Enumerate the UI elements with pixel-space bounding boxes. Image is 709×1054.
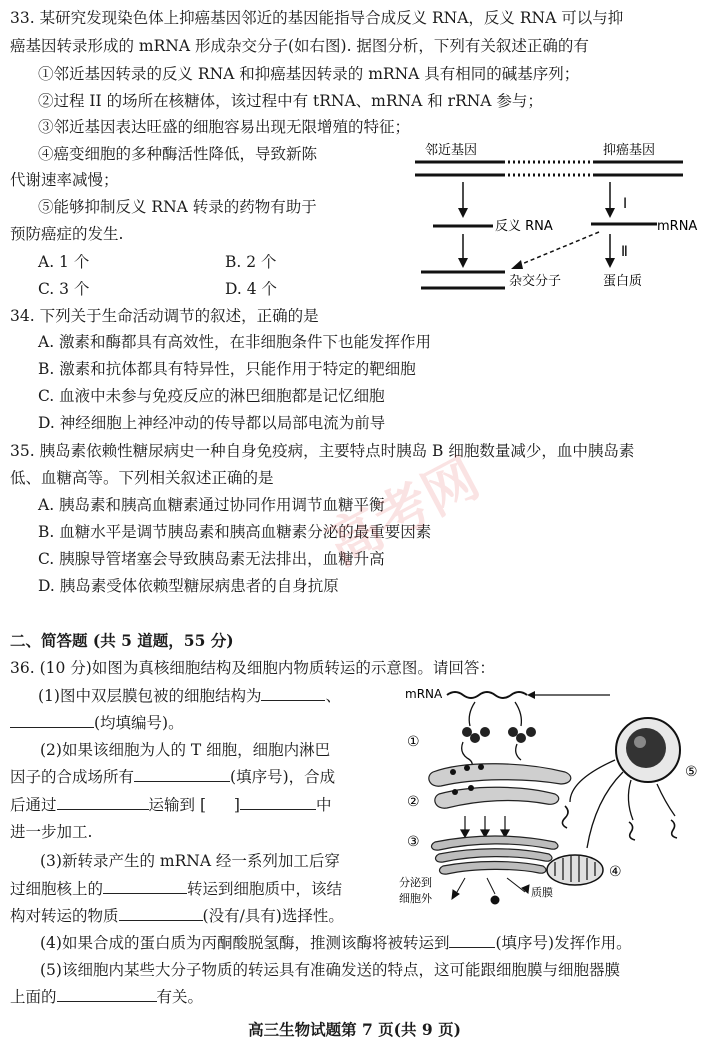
q36-p4-text2: (填序号)发挥作用。 bbox=[495, 934, 632, 952]
q33-statement-3: ③邻近基因表达旺盛的细胞容易出现无限增殖的特征； bbox=[38, 118, 411, 136]
q35-stem-line1: 35. 胰岛素依赖性糖尿病史一种自身免疫病，主要特点时胰岛 B 细胞数量减少，血中胰岛素 bbox=[10, 442, 635, 460]
fig-hybrid-label: 杂交分子 bbox=[509, 274, 562, 289]
q36-p2-text2: (填序号)，合成 bbox=[230, 768, 336, 786]
q36-part3-line1: (3)新转录产生的 mRNA 经一系列加工后穿 bbox=[40, 852, 340, 870]
q34-option-c: C. 血液中未参与免疫反应的淋巴细胞都是记忆细胞 bbox=[38, 387, 385, 405]
q34-stem: 34. 下列关于生命活动调节的叙述，正确的是 bbox=[10, 307, 319, 325]
q33-statement-5b: 预防癌症的发生. bbox=[10, 225, 124, 243]
q36-p3-text2: 转运到细胞质中，该结 bbox=[187, 880, 343, 898]
q36-part2-line2 bbox=[10, 767, 335, 787]
q36-part2-line3 bbox=[10, 795, 331, 815]
arrow-icon bbox=[605, 234, 615, 268]
q36-stem: 36. (10 分)如图为真核细胞结构及细胞内物质转运的示意图。请回答： bbox=[10, 659, 495, 677]
answer-blank[interactable] bbox=[10, 713, 94, 728]
answer-blank[interactable] bbox=[261, 686, 325, 701]
q33-gene-figure bbox=[405, 138, 705, 298]
q36-part2-line1: (2)如果该细胞为人的 T 细胞，细胞内淋巴 bbox=[40, 741, 331, 759]
q33-statement-1: ①邻近基因转录的反义 RNA 和抑癌基因转录的 mRNA 具有相同的碱基序列； bbox=[38, 65, 580, 83]
fig-protein-label: 蛋白质 bbox=[603, 274, 643, 289]
q35-option-a: A. 胰岛素和胰高血糖素通过协同作用调节血糖平衡 bbox=[38, 496, 385, 514]
q36-p2-text: 因子的合成场所有 bbox=[10, 768, 135, 786]
fig-neighbor-gene-label: 邻近基因 bbox=[425, 143, 478, 158]
watermark: 高考网 bbox=[316, 446, 490, 578]
q36-p2-bracket-open: [ bbox=[199, 796, 207, 814]
fig-mrna-label: mRNA bbox=[405, 687, 443, 701]
protein-icon bbox=[562, 806, 677, 840]
q36-p2-text3: 后通过 bbox=[10, 796, 57, 814]
q36-p5-text2: 有关。 bbox=[156, 988, 204, 1006]
answer-blank[interactable] bbox=[240, 795, 316, 810]
arrow-icon bbox=[458, 234, 468, 268]
dashed-arrow-icon bbox=[511, 232, 599, 269]
arrow-icon bbox=[461, 816, 509, 837]
q36-part2-line4: 进一步加工. bbox=[10, 823, 93, 841]
q33-option-d: D. 4 个 bbox=[225, 280, 278, 298]
fig-label-1: ① bbox=[407, 734, 420, 750]
q34-option-d: D. 神经细胞上神经冲动的传导都以局部电流为前导 bbox=[38, 414, 386, 432]
q33-statement-4b: 代谢速率减慢； bbox=[10, 171, 119, 189]
section-heading: 二、简答题 (共 5 道题，55 分) bbox=[10, 631, 234, 650]
q36-p1-text: (1)图中双层膜包被的细胞结构为 bbox=[38, 687, 262, 705]
q33-stem-line2: 癌基因转录形成的 mRNA 形成杂交分子(如右图). 据图分析，下列有关叙述正确的有 bbox=[10, 37, 589, 55]
nucleus bbox=[616, 718, 680, 782]
fig-secrete-label-1: 分泌到 bbox=[399, 876, 432, 889]
fig-antisense-label: 反义 RNA bbox=[495, 219, 553, 234]
answer-blank[interactable] bbox=[57, 795, 149, 810]
q35-option-d: D. 胰岛素受体依赖型糖尿病患者的自身抗原 bbox=[38, 577, 339, 595]
answer-blank[interactable] bbox=[119, 906, 203, 921]
mitochondrion bbox=[547, 855, 603, 885]
q35-option-c: C. 胰腺导管堵塞会导致胰岛素无法排出，血糖升高 bbox=[38, 550, 385, 568]
q34-option-a: A. 激素和酶都具有高效性，在非细胞条件下也能发挥作用 bbox=[38, 333, 432, 351]
q36-p5-text: 上面的 bbox=[10, 988, 57, 1006]
q35-stem-line2: 低、血糖高等。下列相关叙述正确的是 bbox=[10, 469, 274, 487]
arrow-icon bbox=[469, 691, 610, 726]
endoplasmic-reticulum bbox=[429, 764, 571, 808]
q36-p4-text: (4)如果合成的蛋白质为丙酮酸脱氢酶，推测该酶将被转运到 bbox=[40, 934, 450, 952]
golgi-apparatus bbox=[432, 816, 558, 874]
q36-part3-line2 bbox=[10, 879, 342, 899]
q33-option-a: A. 1 个 bbox=[38, 253, 90, 271]
q36-p1-tail: (均填编号)。 bbox=[94, 714, 184, 732]
answer-blank[interactable] bbox=[103, 879, 187, 894]
q33-option-c: C. 3 个 bbox=[38, 280, 90, 298]
q36-p1-sep: 、 bbox=[325, 687, 341, 705]
fig-secrete-label-2: 细胞外 bbox=[399, 892, 432, 905]
q34-option-b: B. 激素和抗体都具有特异性，只能作用于特定的靶细胞 bbox=[38, 360, 416, 378]
dna-double-strand bbox=[415, 162, 683, 175]
q36-part1-line2 bbox=[10, 713, 184, 733]
mrna-strand bbox=[447, 692, 527, 698]
q36-p2-bracket-close: ] bbox=[233, 796, 240, 814]
page-footer: 高三生物试题第 7 页(共 9 页) bbox=[248, 1020, 461, 1039]
q33-option-b: B. 2 个 bbox=[225, 253, 277, 271]
q36-p3-text3: 构对转运的物质 bbox=[10, 907, 119, 925]
q36-part5-line2 bbox=[10, 987, 203, 1007]
arrow-icon bbox=[605, 182, 615, 218]
fig-label-2: ② bbox=[407, 794, 420, 810]
q36-part4-line bbox=[40, 933, 632, 953]
fig-mrna-label: mRNA bbox=[657, 219, 698, 234]
fig-tumor-gene-label: 抑癌基因 bbox=[603, 143, 656, 158]
q36-part1-line1 bbox=[38, 686, 341, 706]
arrow-icon bbox=[458, 182, 468, 218]
fig-label-3: ③ bbox=[407, 834, 420, 850]
q36-cell-figure bbox=[395, 680, 707, 920]
q36-p2-text5: 中 bbox=[315, 796, 332, 814]
q33-statement-4a: ④癌变细胞的多种酶活性降低，导致新陈 bbox=[38, 145, 318, 163]
fig-label-4: ④ bbox=[609, 864, 622, 880]
q36-p3-text4: (没有/具有)选择性。 bbox=[202, 907, 344, 925]
fig-step-2-label: Ⅱ bbox=[621, 244, 628, 260]
q33-statement-2: ②过程 II 的场所在核糖体，该过程中有 tRNA、mRNA 和 rRNA 参与； bbox=[38, 92, 543, 110]
answer-blank[interactable] bbox=[134, 767, 230, 782]
q36-part3-line3 bbox=[10, 906, 344, 926]
q35-option-b: B. 血糖水平是调节胰岛素和胰高血糖素分泌的最重要因素 bbox=[38, 523, 432, 541]
fig-membrane-label: 质膜 bbox=[531, 886, 553, 899]
q36-p2-text4: 运输到 bbox=[148, 796, 196, 814]
answer-blank[interactable] bbox=[57, 987, 157, 1002]
vesicle-arrows bbox=[452, 878, 529, 904]
q36-part5-line1: (5)该细胞内某些大分子物质的转运具有准确发送的特点，这可能跟细胞膜与细胞器膜 bbox=[40, 961, 620, 979]
answer-blank[interactable] bbox=[449, 933, 495, 948]
fig-step-1-label: I bbox=[623, 196, 628, 212]
fig-label-5: ⑤ bbox=[685, 764, 698, 780]
q36-p3-text: 过细胞核上的 bbox=[10, 880, 104, 898]
q33-stem-line1: 33. 某研究发现染色体上抑癌基因邻近的基因能指导合成反义 RNA，反义 RNA 可以与抑 bbox=[10, 9, 624, 27]
q33-statement-5a: ⑤能够抑制反义 RNA 转录的药物有助于 bbox=[38, 198, 317, 216]
